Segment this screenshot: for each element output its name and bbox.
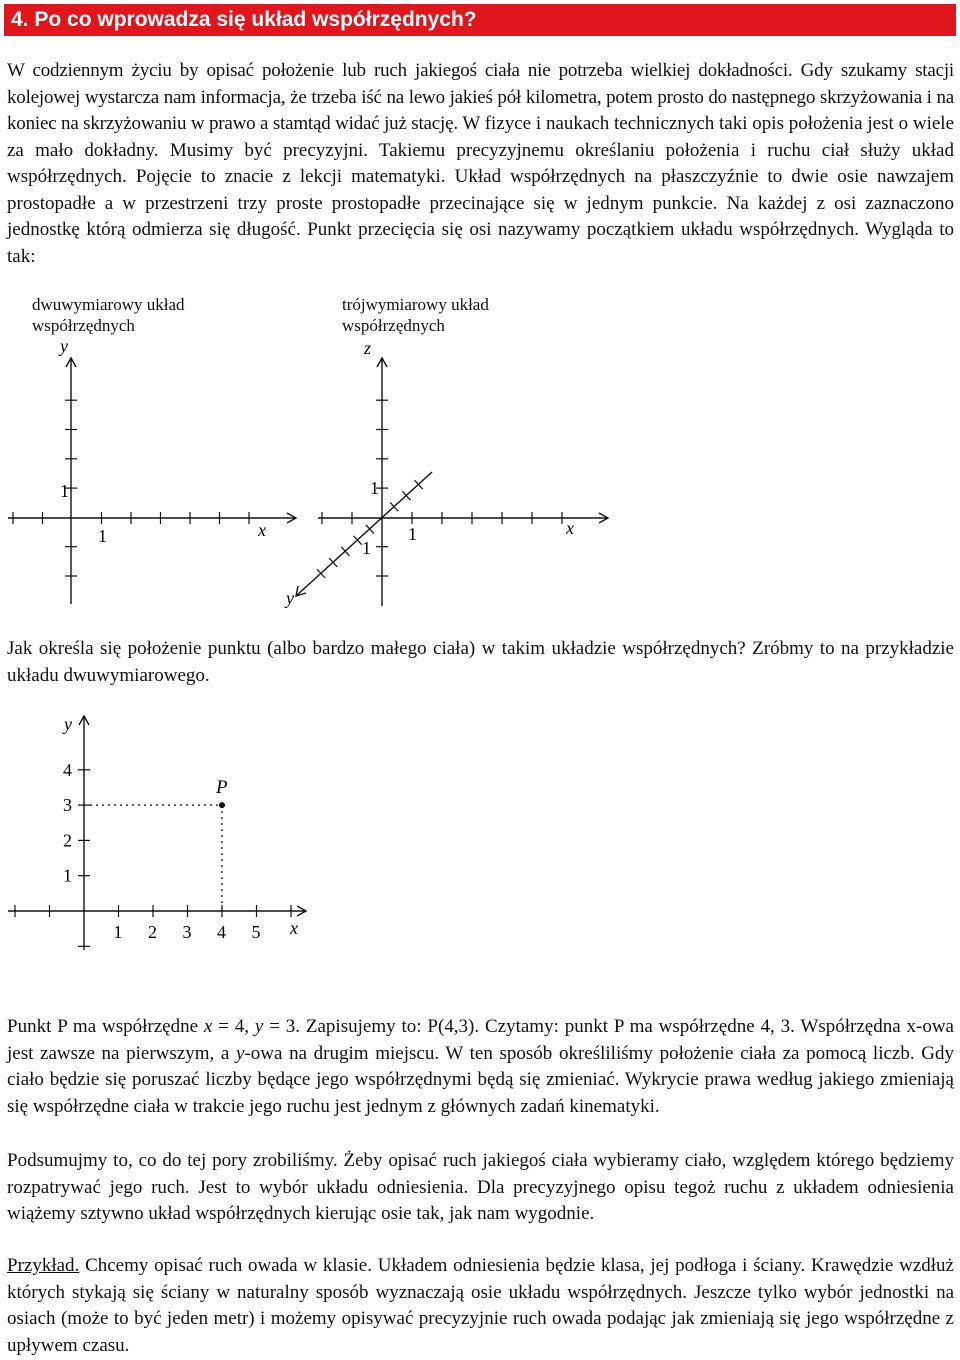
two-d-y-label: y [60, 336, 68, 356]
explanation-text-3: = 3. Zapisujemy to: P(4,3). Czytamy: punkt P ma współrzędne 4, 3. Współrzędna x-owa jest zawsze na pierwszym, a [7, 1016, 954, 1064]
point-plot-y-tick-label: 4 [63, 759, 72, 780]
intro-lead-text: W codziennym życiu by opisać położenie lub ruch jakiegoś ciała nie potrzeba wielkiej dokładności. Gdy szukamy stacji kolejowej wystarcza nam informacja, że trzeba iść na lewo jakieś pół kilometra, potem prosto do następnego skrzyżowania i na koniec na skrzyżowaniu w prawo a stamtąd widać już stację. [7, 60, 954, 134]
three-d-y-label: y [286, 588, 294, 608]
two-d-x-label: x [258, 520, 266, 540]
two-d-x-tick-label: 1 [98, 526, 107, 546]
point-coordinate-figure [0, 700, 340, 960]
point-plot-y-label: y [64, 714, 72, 734]
point-plot-x-label: x [290, 918, 298, 938]
three-d-caption-line2: współrzędnych [342, 316, 445, 335]
point-plot-y-tick-label: 3 [63, 795, 72, 816]
point-plot-x-tick-label: 2 [148, 922, 157, 942]
point-p-marker [219, 802, 225, 808]
explanation-text-4: -owa na drugim miejscu. W ten sposób określiliśmy położenie ciała za pomocą liczb. Gdy ciało będzie się poruszać liczby będące jego współrzędnymi będą się zmieniać. Wykrycie prawa według jakiego zmieniają się współrzędne ciała w trakcie jego ruchu jest jednym z głównych zadań kinematyki. [7, 1042, 954, 1117]
intro-rest-text: W fizyce i naukach technicznych taki opis położenia jest o wiele za mało dokładny. Musimy być precyzyjni. Takiemu precyzyjnemu określaniu położenia i ruchu ciał służy układ współrzędnych. Pojęcie to znacie z lekcji matematyki. Układ współrzędnych na płaszczyźnie to dwie osie nawzajem prostopadłe a w przestrzeni trzy proste prostopadłe przecinające się w jednym punkcie. Na każdej z osi zaznaczono jednostkę którą odmierza się długość. Punkt przecięcia się osi nazywamy początkiem układu współrzędnych. Wygląda to tak: [7, 113, 954, 267]
three-d-z-label: z [364, 338, 372, 358]
question-paragraph: Jak określa się położenie punktu (albo bardzo małego ciała) w takim układzie współrzędnych? Zróbmy to na przykładzie układu dwuwymiarowego. [7, 638, 954, 686]
explanation-paragraph [7, 1014, 954, 1120]
point-p-label: P [216, 777, 228, 799]
point-plot-y-tick-label: 1 [63, 865, 72, 886]
three-d-x-label: x [566, 518, 574, 538]
explanation-text-1: Punkt P ma współrzędne [7, 1016, 204, 1037]
explanation-y-variable: y [254, 1016, 264, 1037]
three-d-y-tick-label: 1 [362, 538, 371, 558]
example-text: Chcemy opisać ruch owada w klasie. Układem odniesienia będzie klasa, jej podłoga i ściany. Krawędzie wzdłuż których stykają się ściany w naturalny sposób wyznaczają osie układu współrzędnych. Jeszcze tylko wybór jednostki na osiach (może to być jeden metr) i możemy opisywać precyzyjnie ruch owada podając jak zmieniają się jego współrzędne z upływem czasu. [7, 1255, 954, 1356]
explanation-x-variable: x [203, 1016, 213, 1037]
three-d-x-tick-label: 1 [408, 524, 417, 544]
two-d-caption-line2: współrzędnych [32, 316, 135, 335]
summary-paragraph: Podsumujmy to, co do tej pory zrobiliśmy. Żeby opisać ruch jakiegoś ciała wybieramy ciało, względem którego będziemy rozpatrywać jego ruch. Jest to wybór układu odniesienia. Dla precyzyjnego opisu tegoż ruchu z układem odniesienia wiążemy sztywno układ współrzędnych kierując osie tak, jak nam wygodnie. [7, 1150, 954, 1224]
point-plot-y-tick-label: 2 [63, 830, 72, 851]
two-d-caption-line1: dwuwymiarowy układ [32, 295, 185, 314]
three-d-coordinate-figure [0, 0, 960, 620]
example-label: Przykład. [7, 1255, 80, 1276]
explanation-y-variable-2: y [236, 1042, 245, 1064]
point-plot-x-tick-label: 5 [251, 922, 261, 942]
point-plot-x-tick-label: 4 [217, 922, 226, 942]
three-d-z-tick-label: 1 [370, 478, 379, 498]
three-d-caption-line1: trójwymiarowy układ [342, 295, 489, 314]
explanation-text-2: = 4, [212, 1016, 255, 1037]
section-title: 4. Po co wprowadza się układ współrzędnych? [11, 8, 477, 31]
point-plot-x-tick-label: 1 [113, 922, 123, 942]
two-d-y-tick-label: 1 [60, 481, 69, 501]
example-paragraph [7, 1253, 954, 1359]
point-plot-x-tick-label: 3 [182, 922, 192, 942]
